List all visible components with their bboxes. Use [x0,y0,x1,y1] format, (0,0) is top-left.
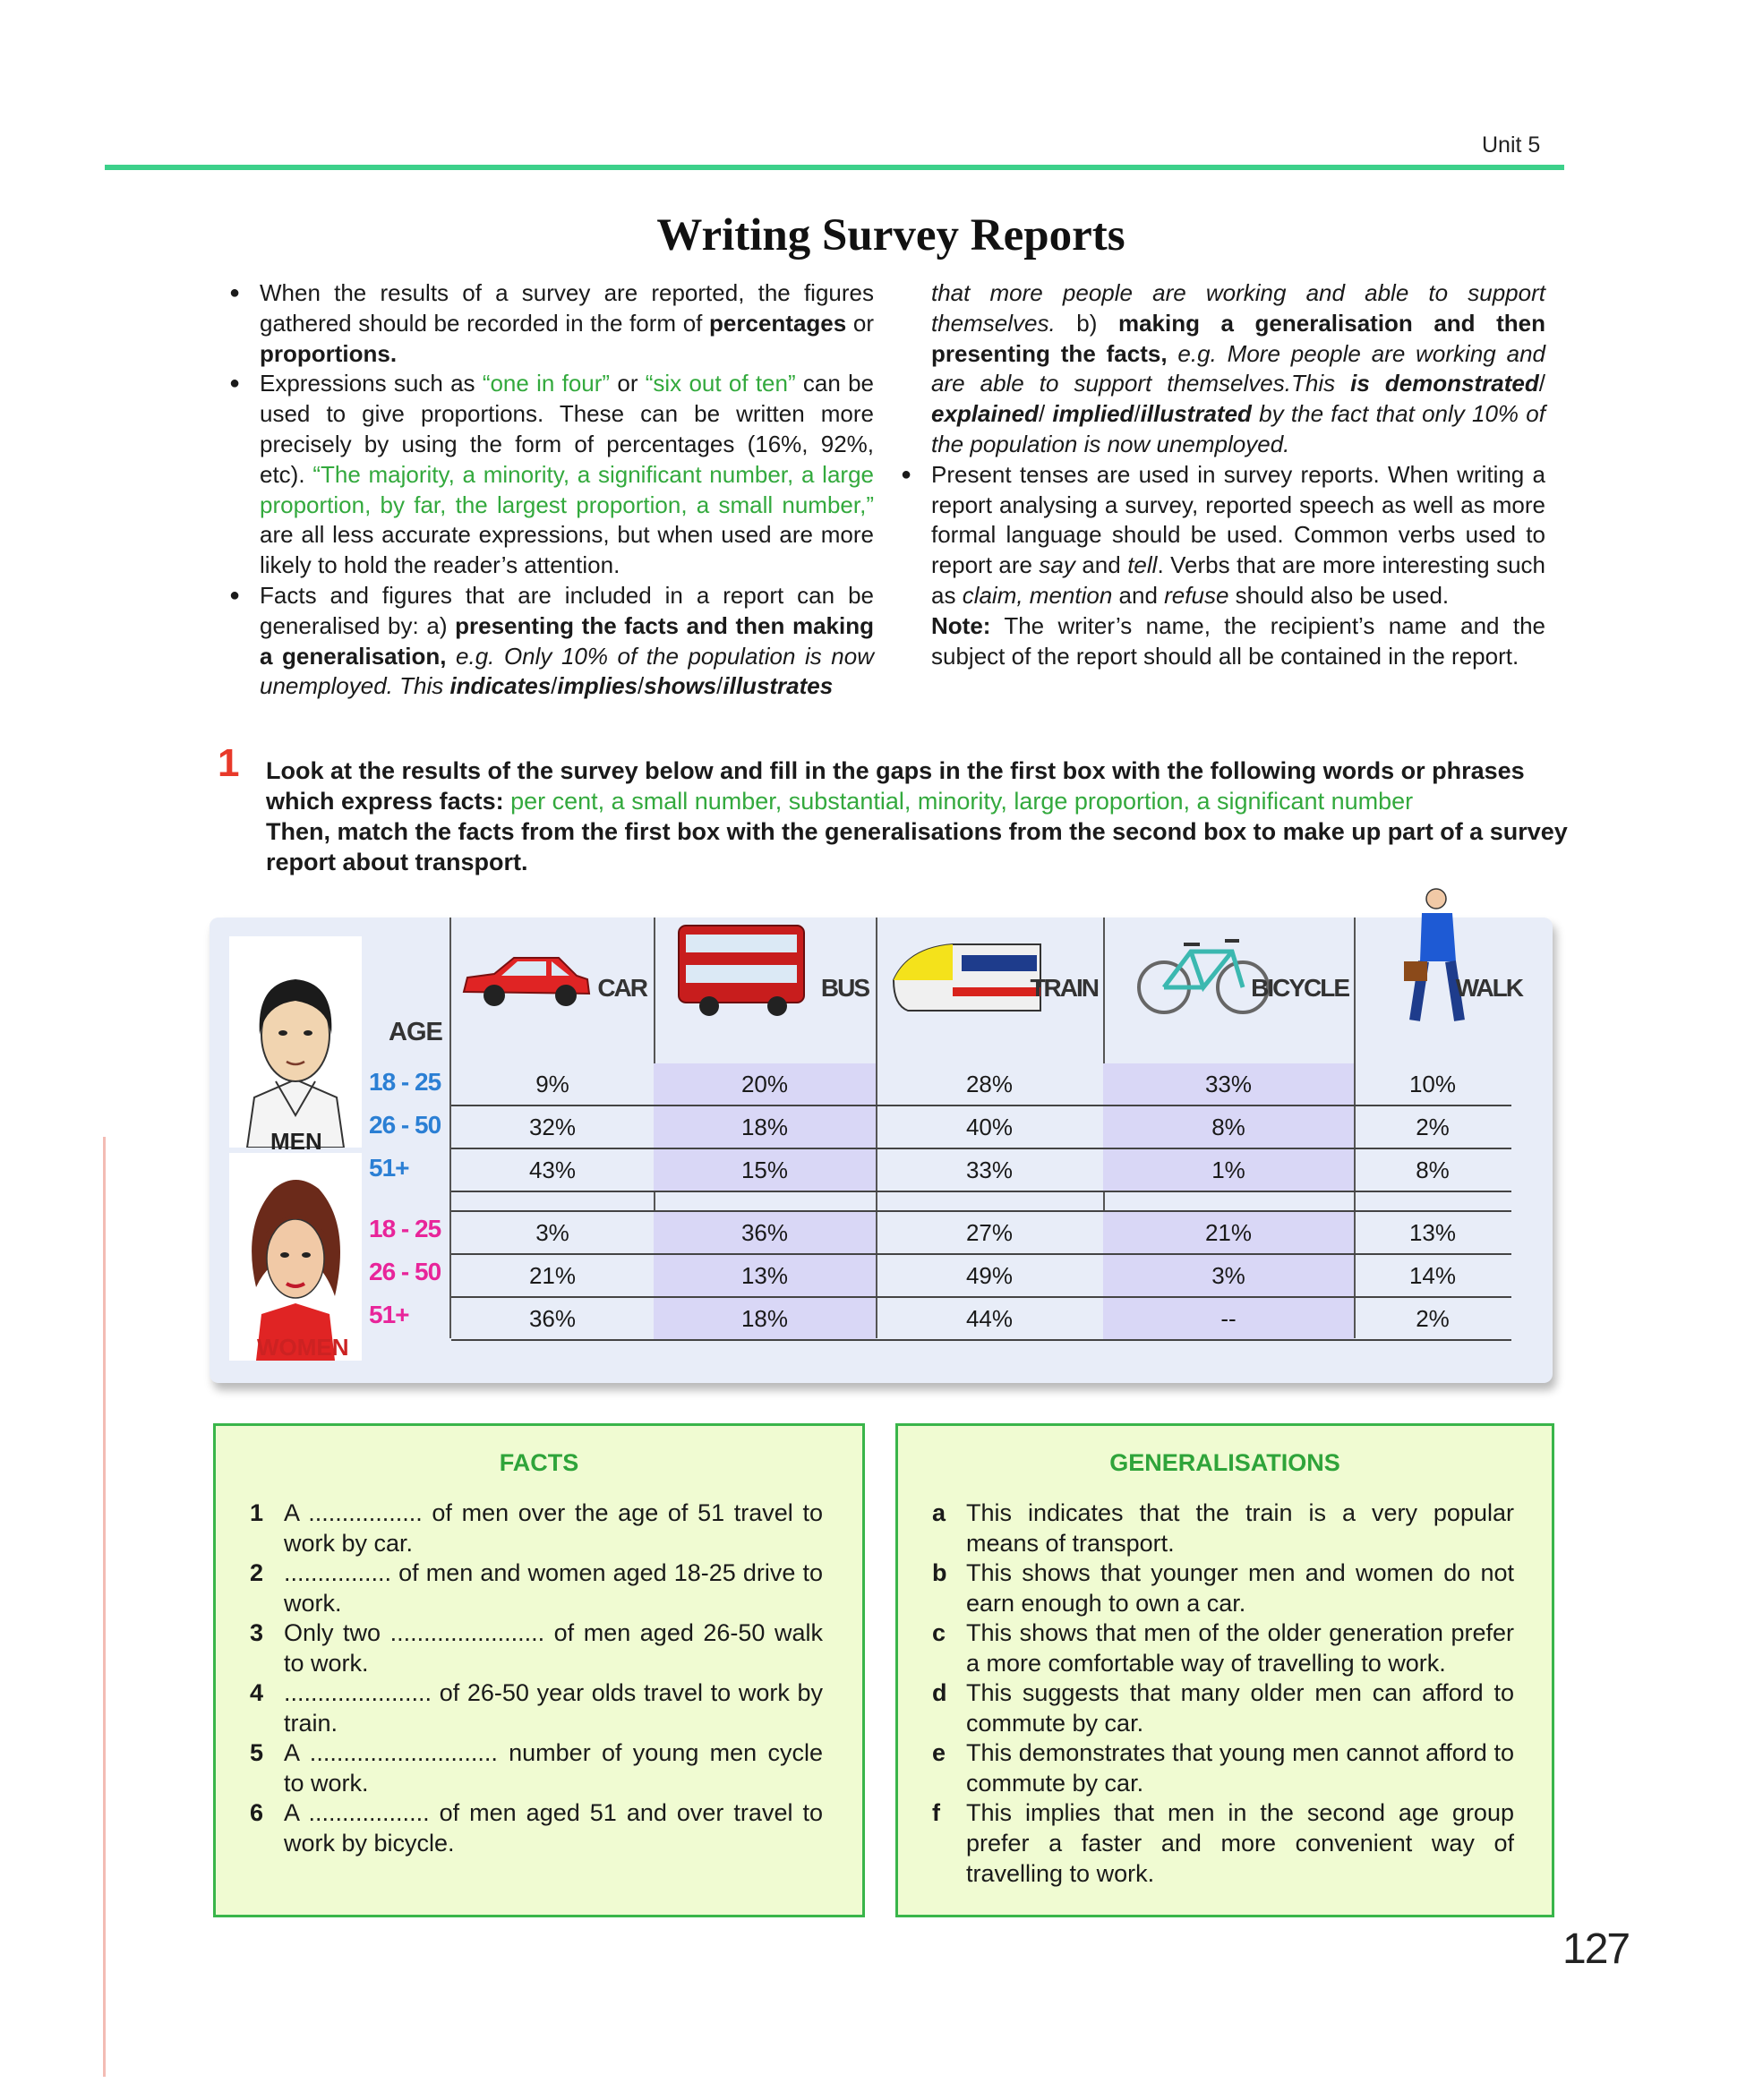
item-marker: b [932,1559,947,1586]
page-title: Writing Survey Reports [656,210,1125,260]
table-cell: 2% [1354,1297,1511,1340]
margin-rule [103,1137,106,2077]
table-row [451,1297,1511,1340]
item-text: This shows that younger men and women do not earn enough to own a car. [966,1559,1514,1617]
table-cell: 2% [1354,1105,1511,1148]
bullet-expressions: ● Expressions such as “one in four” or “six out of ten” can be used to give proportions. These can be written more precisely by using the form of percentages (16%, 92%, etc). “The majority, a minority, a significant number, a large proportion, by far, the largest proportion, a small number,” are all less accurate expressions, but when used are more likely to hold the reader’s attention. [227,369,874,581]
table-row [451,1211,1511,1254]
item-text: ................ of men and women aged 18-25 drive to work. [284,1559,823,1617]
table-spacer-row [451,1191,1511,1211]
right-column [899,278,1545,671]
table-cell: 3% [451,1211,654,1254]
column-header-bicycle: BICYCLE [1251,974,1348,1002]
man-portrait-icon [229,936,362,1148]
age-group-label: 26 - 50 [369,1111,441,1139]
table-cell: 33% [876,1148,1103,1191]
age-group-label: 26 - 50 [369,1258,441,1285]
item-text: ...................... of 26-50 year olds travel to work by train. [284,1679,823,1737]
item-text: Only two ....................... of men aged 26-50 walk to work. [284,1619,823,1677]
item-marker: a [932,1499,946,1526]
table-cell: 3% [1103,1254,1354,1297]
table-cell: 43% [451,1148,654,1191]
generalisations-title: GENERALISATIONS [1109,1449,1340,1476]
column-header-train: TRAIN [1030,974,1098,1002]
table-cell: 9% [451,1063,654,1105]
table-cell: 44% [876,1297,1103,1340]
table-cell: 28% [876,1063,1103,1105]
woman-portrait-icon [229,1153,362,1361]
table-cell: 33% [1103,1063,1354,1105]
item-marker: e [932,1739,946,1766]
note-paragraph: Note: The writer’s name, the recipient’s name and the subject of the report should all be contained in the report. [931,611,1545,670]
item-marker: f [932,1799,940,1826]
item-marker: 6 [250,1799,264,1826]
age-group-label: 18 - 25 [369,1068,441,1096]
item-marker: 3 [250,1619,264,1646]
page-number: 127 [1562,1925,1630,1973]
table-cell: 20% [654,1063,876,1105]
bullet-tenses: ● Present tenses are used in survey reports. When writing a report analysing a survey, reported speech as well as more formal language should be used. Common verbs used to report are say and tell. Verbs that are more interesting such as claim, mention and refuse should also be used. [899,460,1545,611]
bullet-facts-figures: ● Facts and figures that are included in a report can be generalised by: a) presenting the facts and then making a generalisation, e.g. Only 10% of the population is now unemployed. This indicates/implies/shows/illustrates [227,581,874,702]
item-text: This implies that men in the second age group prefer a faster and more convenient way of travelling to work. [966,1799,1514,1887]
table-cell: 27% [876,1211,1103,1254]
table-cell: 8% [1354,1148,1511,1191]
table-row [451,1063,1511,1105]
table-cell: 18% [654,1297,876,1340]
table-cell: 21% [1103,1211,1354,1254]
table-row [451,1148,1511,1191]
item-marker: 2 [250,1559,264,1586]
column-header-walk: WALK [1455,974,1522,1002]
table-cell: 36% [451,1297,654,1340]
table-cell: 13% [654,1254,876,1297]
age-group-label: 51+ [369,1301,409,1328]
item-text: A ................. of men over the age of 51 travel to work by car. [284,1499,823,1557]
item-text: A .................. of men aged 51 and over travel to work by bicycle. [284,1799,823,1857]
exercise-number: 1 [218,741,240,785]
table-cell: 32% [451,1105,654,1148]
header-rule [105,165,1564,170]
table-cell: 21% [451,1254,654,1297]
unit-label: Unit 5 [1482,132,1541,158]
survey-results-table [451,1063,1511,1341]
facts-title: FACTS [499,1449,579,1476]
table-cell: 40% [876,1105,1103,1148]
column-header-bus: BUS [820,974,869,1002]
walking-man-icon [1404,886,1472,1029]
word-bank: per cent, a small number, substantial, minority, large proportion, a significant number [510,788,1414,815]
item-text: This indicates that the train is a very popular means of transport. [966,1499,1514,1557]
table-cell: 18% [654,1105,876,1148]
item-marker: 5 [250,1739,264,1766]
exercise-instructions: Look at the results of the survey below and fill in the gaps in the first box with the following words or phrases which express facts: per cent, a small number, substantial, minority, large proportion, a significant number Then, match the facts from the first box with the generalisations from the second box to make up part of a survey report about transport. [266,757,1568,875]
age-header: AGE [389,1018,442,1046]
left-column [227,278,874,702]
men-label: MEN [270,1128,322,1155]
table-cell: 1% [1103,1148,1354,1191]
item-marker: c [932,1619,946,1646]
table-cell: -- [1103,1297,1354,1340]
generalisations-box [895,1423,1554,1917]
age-group-label: 51+ [369,1154,409,1182]
women-label: WOMEN [257,1334,349,1361]
item-text: This suggests that many older men can afford to commute by car. [966,1679,1514,1737]
table-cell: 10% [1354,1063,1511,1105]
continuation-paragraph: that more people are working and able to support themselves. b) making a generalisation and then presenting the facts, e.g. More people are working and are able to support themselves.This is demonstrated/ explained/ implied/illustrated by the fact that only 10% of the population is now unemployed. [931,279,1545,457]
bullet-percentages: ● When the results of a survey are reported, the figures gathered should be recorded in the form of percentages or proportions. [227,278,874,369]
item-text: This demonstrates that young men cannot afford to commute by car. [966,1739,1514,1797]
item-marker: 4 [250,1679,264,1706]
table-cell: 49% [876,1254,1103,1297]
item-marker: d [932,1679,947,1706]
table-row [451,1105,1511,1148]
item-text: A ............................ number of young men cycle to work. [284,1739,823,1797]
table-cell: 36% [654,1211,876,1254]
facts-box [213,1423,865,1917]
table-cell: 13% [1354,1211,1511,1254]
table-cell: 8% [1103,1105,1354,1148]
table-cell: 15% [654,1148,876,1191]
table-row [451,1254,1511,1297]
column-header-car: CAR [597,974,646,1002]
item-marker: 1 [250,1499,264,1526]
age-group-label: 18 - 25 [369,1215,441,1242]
table-cell: 14% [1354,1254,1511,1297]
item-text: This shows that men of the older generation prefer a more comfortable way of travelling to work. [966,1619,1514,1677]
